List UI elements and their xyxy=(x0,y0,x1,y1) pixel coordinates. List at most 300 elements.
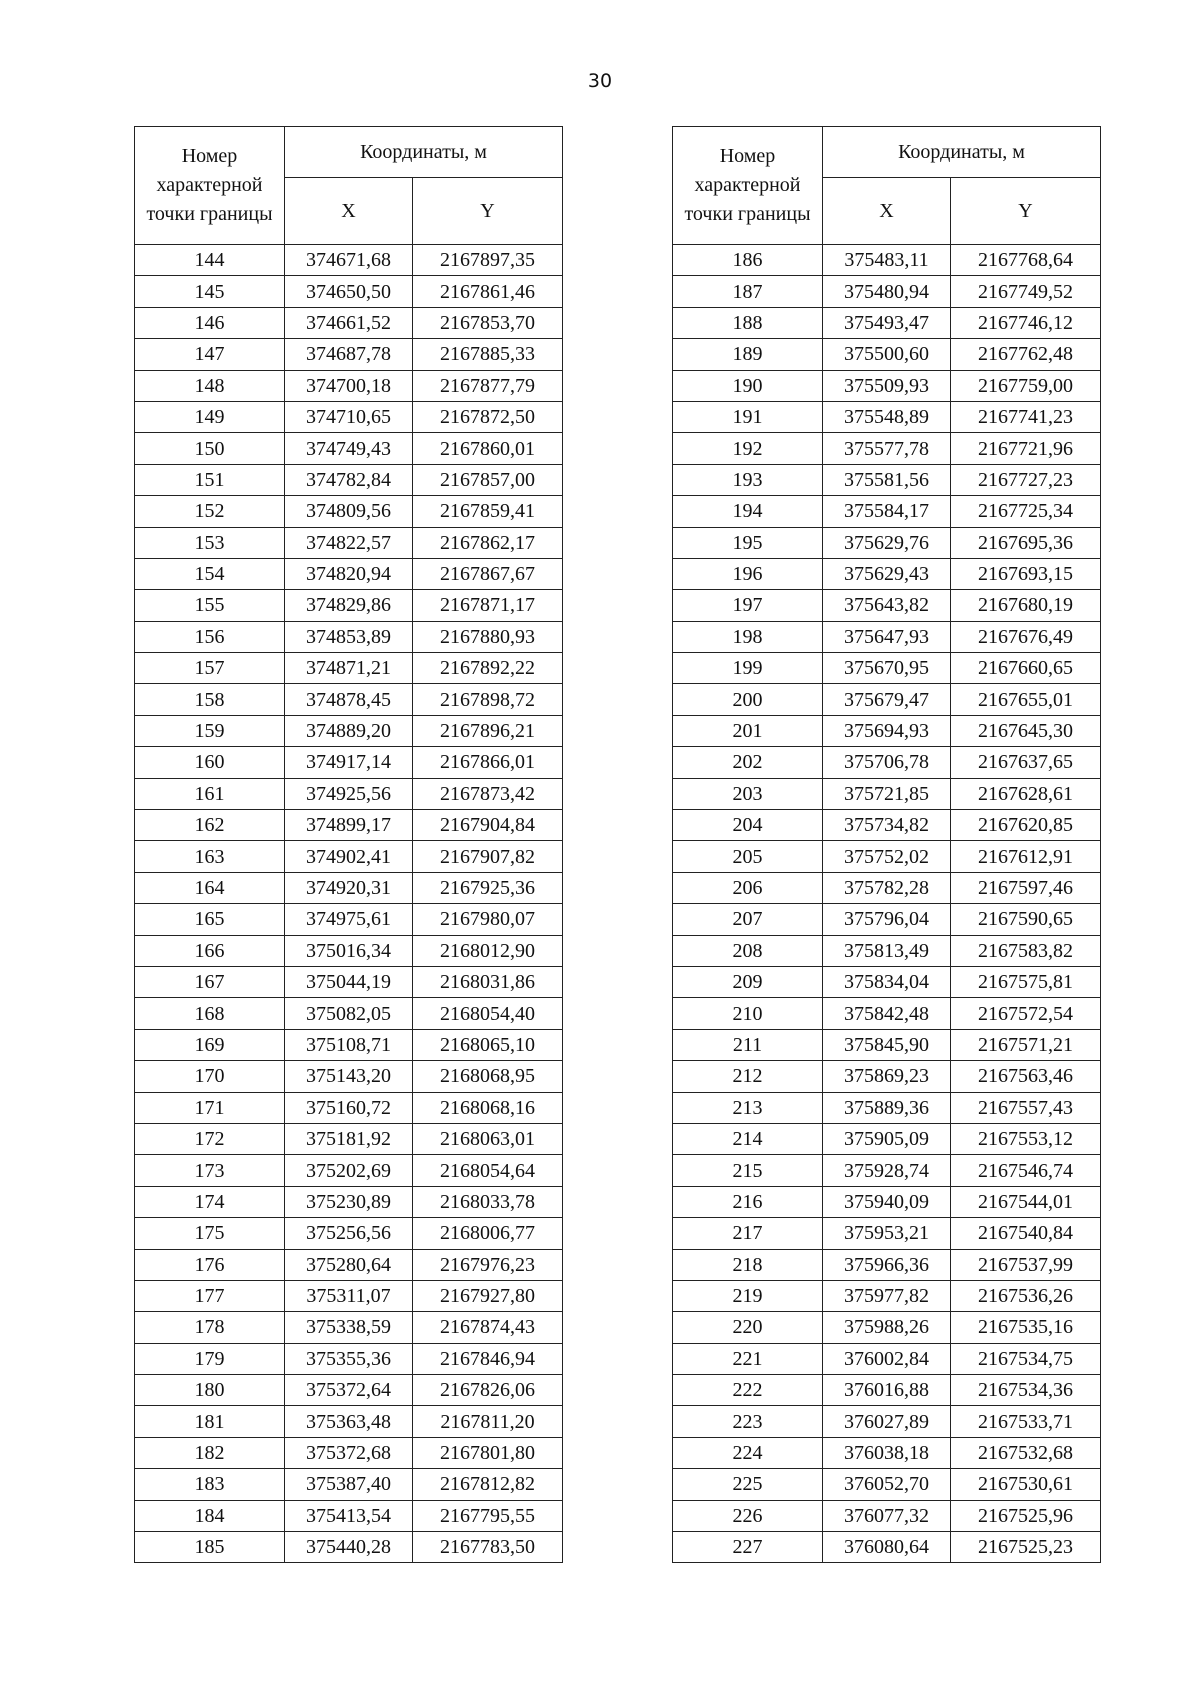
y-coordinate-cell: 2167892,22 xyxy=(413,653,563,684)
x-coordinate-cell: 374687,78 xyxy=(285,339,413,370)
point-number-cell: 222 xyxy=(673,1375,823,1406)
y-coordinate-cell: 2167783,50 xyxy=(413,1532,563,1563)
table-row xyxy=(673,998,1101,1029)
point-number-cell: 193 xyxy=(673,464,823,495)
x-coordinate-cell: 375752,02 xyxy=(823,841,951,872)
point-number-cell: 176 xyxy=(135,1249,285,1280)
y-coordinate-cell: 2167746,12 xyxy=(951,307,1101,338)
point-number-cell: 161 xyxy=(135,778,285,809)
x-coordinate-cell: 375940,09 xyxy=(823,1186,951,1217)
x-coordinate-cell: 374853,89 xyxy=(285,621,413,652)
y-coordinate-cell: 2167727,23 xyxy=(951,464,1101,495)
y-coordinate-cell: 2168054,64 xyxy=(413,1155,563,1186)
point-number-cell: 181 xyxy=(135,1406,285,1437)
x-coordinate-cell: 375977,82 xyxy=(823,1280,951,1311)
table-row xyxy=(673,810,1101,841)
x-coordinate-cell: 374782,84 xyxy=(285,464,413,495)
x-coordinate-cell: 375734,82 xyxy=(823,810,951,841)
x-coordinate-cell: 374902,41 xyxy=(285,841,413,872)
table-row xyxy=(673,370,1101,401)
point-number-cell: 192 xyxy=(673,433,823,464)
x-coordinate-cell: 376052,70 xyxy=(823,1469,951,1500)
y-coordinate-cell: 2167795,55 xyxy=(413,1500,563,1531)
x-coordinate-cell: 375647,93 xyxy=(823,621,951,652)
point-number-cell: 157 xyxy=(135,653,285,684)
x-coordinate-cell: 374661,52 xyxy=(285,307,413,338)
x-coordinate-cell: 375181,92 xyxy=(285,1123,413,1154)
right-table-body xyxy=(673,245,1101,1563)
table-row xyxy=(135,1155,563,1186)
point-number-cell: 207 xyxy=(673,904,823,935)
y-coordinate-cell: 2167620,85 xyxy=(951,810,1101,841)
coordinates-table-right xyxy=(672,126,1101,1563)
table-row xyxy=(673,1123,1101,1154)
table-row xyxy=(673,966,1101,997)
table-row xyxy=(135,1123,563,1154)
point-number-header: Номер характерной точки границы xyxy=(135,127,285,245)
point-number-cell: 195 xyxy=(673,527,823,558)
y-coordinate-cell: 2167557,43 xyxy=(951,1092,1101,1123)
point-number-cell: 152 xyxy=(135,496,285,527)
y-coordinate-cell: 2167572,54 xyxy=(951,998,1101,1029)
y-coordinate-cell: 2167571,21 xyxy=(951,1029,1101,1060)
x-coordinate-cell: 374878,45 xyxy=(285,684,413,715)
point-number-cell: 200 xyxy=(673,684,823,715)
y-coordinate-cell: 2167628,61 xyxy=(951,778,1101,809)
point-number-cell: 170 xyxy=(135,1061,285,1092)
page-number: 30 xyxy=(587,70,613,92)
x-coordinate-cell: 375842,48 xyxy=(823,998,951,1029)
x-coordinate-cell: 374820,94 xyxy=(285,558,413,589)
point-number-cell: 154 xyxy=(135,558,285,589)
point-number-cell: 166 xyxy=(135,935,285,966)
point-number-cell: 158 xyxy=(135,684,285,715)
point-number-cell: 190 xyxy=(673,370,823,401)
table-row xyxy=(673,872,1101,903)
y-coordinate-cell: 2167846,94 xyxy=(413,1343,563,1374)
x-coordinate-cell: 375280,64 xyxy=(285,1249,413,1280)
point-number-cell: 220 xyxy=(673,1312,823,1343)
table-row xyxy=(673,276,1101,307)
table-row xyxy=(135,841,563,872)
x-coordinate-cell: 374809,56 xyxy=(285,496,413,527)
y-coordinate-cell: 2167896,21 xyxy=(413,715,563,746)
point-number-cell: 209 xyxy=(673,966,823,997)
table-row xyxy=(673,1218,1101,1249)
x-coordinate-cell: 375694,93 xyxy=(823,715,951,746)
x-coordinate-cell: 374829,86 xyxy=(285,590,413,621)
point-number-cell: 151 xyxy=(135,464,285,495)
y-coordinate-cell: 2167583,82 xyxy=(951,935,1101,966)
table-row xyxy=(135,1406,563,1437)
table-row xyxy=(673,1061,1101,1092)
y-coordinate-cell: 2168033,78 xyxy=(413,1186,563,1217)
table-row xyxy=(673,904,1101,935)
y-coordinate-cell: 2167612,91 xyxy=(951,841,1101,872)
y-coordinate-cell: 2167862,17 xyxy=(413,527,563,558)
table-row xyxy=(673,1092,1101,1123)
table-row xyxy=(673,433,1101,464)
table-row xyxy=(673,1312,1101,1343)
x-coordinate-cell: 376016,88 xyxy=(823,1375,951,1406)
y-coordinate-cell: 2167859,41 xyxy=(413,496,563,527)
point-number-cell: 173 xyxy=(135,1155,285,1186)
table-row xyxy=(673,1155,1101,1186)
x-coordinate-cell: 374899,17 xyxy=(285,810,413,841)
table-row xyxy=(135,1437,563,1468)
y-coordinate-cell: 2167645,30 xyxy=(951,715,1101,746)
x-coordinate-cell: 374925,56 xyxy=(285,778,413,809)
x-coordinate-cell: 374822,57 xyxy=(285,527,413,558)
table-row xyxy=(673,935,1101,966)
point-number-cell: 216 xyxy=(673,1186,823,1217)
y-coordinate-cell: 2167885,33 xyxy=(413,339,563,370)
table-row xyxy=(673,339,1101,370)
table-row xyxy=(135,464,563,495)
point-number-cell: 178 xyxy=(135,1312,285,1343)
point-number-cell: 199 xyxy=(673,653,823,684)
y-coordinate-cell: 2167590,65 xyxy=(951,904,1101,935)
y-coordinate-cell: 2168063,01 xyxy=(413,1123,563,1154)
table-row xyxy=(135,966,563,997)
point-number-cell: 189 xyxy=(673,339,823,370)
x-coordinate-cell: 375338,59 xyxy=(285,1312,413,1343)
table-row xyxy=(135,1280,563,1311)
table-row xyxy=(135,810,563,841)
y-coordinate-cell: 2167537,99 xyxy=(951,1249,1101,1280)
y-coordinate-cell: 2167532,68 xyxy=(951,1437,1101,1468)
x-coordinate-cell: 375548,89 xyxy=(823,401,951,432)
point-number-cell: 187 xyxy=(673,276,823,307)
x-coordinate-cell: 375440,28 xyxy=(285,1532,413,1563)
table-row xyxy=(673,245,1101,276)
point-number-cell: 217 xyxy=(673,1218,823,1249)
y-coordinate-cell: 2167676,49 xyxy=(951,621,1101,652)
x-coordinate-cell: 375372,64 xyxy=(285,1375,413,1406)
table-row xyxy=(135,1186,563,1217)
y-coordinate-cell: 2167867,67 xyxy=(413,558,563,589)
point-number-cell: 186 xyxy=(673,245,823,276)
y-coordinate-cell: 2167534,36 xyxy=(951,1375,1101,1406)
table-row xyxy=(673,558,1101,589)
y-coordinate-cell: 2167540,84 xyxy=(951,1218,1101,1249)
x-coordinate-cell: 375363,48 xyxy=(285,1406,413,1437)
y-coordinate-cell: 2167871,17 xyxy=(413,590,563,621)
table-row xyxy=(673,527,1101,558)
y-coordinate-cell: 2167693,15 xyxy=(951,558,1101,589)
x-coordinate-cell: 375706,78 xyxy=(823,747,951,778)
point-number-cell: 194 xyxy=(673,496,823,527)
point-number-cell: 148 xyxy=(135,370,285,401)
table-row xyxy=(135,653,563,684)
y-coordinate-cell: 2167695,36 xyxy=(951,527,1101,558)
point-number-cell: 223 xyxy=(673,1406,823,1437)
point-number-cell: 191 xyxy=(673,401,823,432)
point-number-cell: 177 xyxy=(135,1280,285,1311)
x-coordinate-cell: 375679,47 xyxy=(823,684,951,715)
table-row xyxy=(673,1375,1101,1406)
y-coordinate-cell: 2167563,46 xyxy=(951,1061,1101,1092)
x-coordinate-cell: 375202,69 xyxy=(285,1155,413,1186)
x-coordinate-cell: 375782,28 xyxy=(823,872,951,903)
y-coordinate-cell: 2167575,81 xyxy=(951,966,1101,997)
table-row xyxy=(135,527,563,558)
left-table-body xyxy=(135,245,563,1563)
table-row xyxy=(135,684,563,715)
point-number-cell: 227 xyxy=(673,1532,823,1563)
table-row xyxy=(135,276,563,307)
table-row xyxy=(135,590,563,621)
x-coordinate-cell: 374920,31 xyxy=(285,872,413,903)
point-number-cell: 204 xyxy=(673,810,823,841)
x-coordinate-cell: 375869,23 xyxy=(823,1061,951,1092)
point-number-cell: 163 xyxy=(135,841,285,872)
x-coordinate-cell: 375372,68 xyxy=(285,1437,413,1468)
coordinates-header: Координаты, м xyxy=(285,127,563,178)
x-coordinate-cell: 375845,90 xyxy=(823,1029,951,1060)
x-coordinate-cell: 375355,36 xyxy=(285,1343,413,1374)
point-number-cell: 196 xyxy=(673,558,823,589)
table-row xyxy=(135,621,563,652)
point-number-cell: 145 xyxy=(135,276,285,307)
table-row xyxy=(135,935,563,966)
table-row xyxy=(135,339,563,370)
y-coordinate-cell: 2167826,06 xyxy=(413,1375,563,1406)
point-number-cell: 168 xyxy=(135,998,285,1029)
y-coordinate-cell: 2167546,74 xyxy=(951,1155,1101,1186)
point-number-cell: 201 xyxy=(673,715,823,746)
y-coordinate-cell: 2167749,52 xyxy=(951,276,1101,307)
point-number-cell: 179 xyxy=(135,1343,285,1374)
point-number-cell: 208 xyxy=(673,935,823,966)
point-number-cell: 197 xyxy=(673,590,823,621)
x-coordinate-cell: 374975,61 xyxy=(285,904,413,935)
table-row xyxy=(673,653,1101,684)
table-row xyxy=(673,1186,1101,1217)
x-coordinate-cell: 375928,74 xyxy=(823,1155,951,1186)
point-number-cell: 167 xyxy=(135,966,285,997)
y-coordinate-cell: 2167597,46 xyxy=(951,872,1101,903)
y-coordinate-cell: 2167861,46 xyxy=(413,276,563,307)
y-coordinate-cell: 2168054,40 xyxy=(413,998,563,1029)
table-row xyxy=(135,904,563,935)
y-coordinate-cell: 2167536,26 xyxy=(951,1280,1101,1311)
y-coordinate-cell: 2167927,80 xyxy=(413,1280,563,1311)
coordinates-header: Координаты, м xyxy=(823,127,1101,178)
y-coordinate-cell: 2167877,79 xyxy=(413,370,563,401)
table-row xyxy=(135,401,563,432)
y-coordinate-cell: 2167525,23 xyxy=(951,1532,1101,1563)
table-row xyxy=(135,715,563,746)
y-coordinate-cell: 2167873,42 xyxy=(413,778,563,809)
y-coordinate-cell: 2167904,84 xyxy=(413,810,563,841)
table-row xyxy=(673,1280,1101,1311)
table-row xyxy=(673,1500,1101,1531)
table-row xyxy=(135,1375,563,1406)
y-coordinate-cell: 2167976,23 xyxy=(413,1249,563,1280)
y-coordinate-cell: 2167725,34 xyxy=(951,496,1101,527)
x-coordinate-cell: 375413,54 xyxy=(285,1500,413,1531)
y-coordinate-cell: 2167907,82 xyxy=(413,841,563,872)
x-coordinate-cell: 374700,18 xyxy=(285,370,413,401)
table-row xyxy=(135,1249,563,1280)
x-coordinate-cell: 374889,20 xyxy=(285,715,413,746)
point-number-cell: 185 xyxy=(135,1532,285,1563)
x-coordinate-cell: 375480,94 xyxy=(823,276,951,307)
x-coordinate-cell: 375082,05 xyxy=(285,998,413,1029)
coordinates-table-left xyxy=(134,126,563,1563)
y-coordinate-cell: 2167535,16 xyxy=(951,1312,1101,1343)
x-coordinate-cell: 375629,43 xyxy=(823,558,951,589)
x-coordinate-cell: 376038,18 xyxy=(823,1437,951,1468)
x-coordinate-cell: 375160,72 xyxy=(285,1092,413,1123)
x-coordinate-cell: 376027,89 xyxy=(823,1406,951,1437)
y-coordinate-cell: 2167741,23 xyxy=(951,401,1101,432)
point-number-cell: 182 xyxy=(135,1437,285,1468)
y-coordinate-cell: 2167811,20 xyxy=(413,1406,563,1437)
point-number-cell: 218 xyxy=(673,1249,823,1280)
point-number-cell: 172 xyxy=(135,1123,285,1154)
y-coordinate-cell: 2167530,61 xyxy=(951,1469,1101,1500)
point-number-cell: 213 xyxy=(673,1092,823,1123)
point-number-cell: 175 xyxy=(135,1218,285,1249)
y-coordinate-cell: 2167897,35 xyxy=(413,245,563,276)
table-row xyxy=(135,1061,563,1092)
point-number-cell: 224 xyxy=(673,1437,823,1468)
y-header: Y xyxy=(413,178,563,245)
point-number-cell: 198 xyxy=(673,621,823,652)
x-coordinate-cell: 375643,82 xyxy=(823,590,951,621)
y-coordinate-cell: 2167857,00 xyxy=(413,464,563,495)
point-number-cell: 165 xyxy=(135,904,285,935)
x-coordinate-cell: 374671,68 xyxy=(285,245,413,276)
table-row xyxy=(673,1469,1101,1500)
table-row xyxy=(673,590,1101,621)
point-number-cell: 212 xyxy=(673,1061,823,1092)
y-coordinate-cell: 2167525,96 xyxy=(951,1500,1101,1531)
table-row xyxy=(135,1218,563,1249)
table-row xyxy=(135,558,563,589)
point-number-cell: 226 xyxy=(673,1500,823,1531)
table-row xyxy=(135,747,563,778)
x-header: X xyxy=(285,178,413,245)
x-coordinate-cell: 375834,04 xyxy=(823,966,951,997)
y-coordinate-cell: 2167655,01 xyxy=(951,684,1101,715)
point-number-cell: 159 xyxy=(135,715,285,746)
table-row xyxy=(135,1029,563,1060)
y-coordinate-cell: 2167768,64 xyxy=(951,245,1101,276)
point-number-cell: 203 xyxy=(673,778,823,809)
point-number-cell: 215 xyxy=(673,1155,823,1186)
point-number-cell: 164 xyxy=(135,872,285,903)
x-coordinate-cell: 375143,20 xyxy=(285,1061,413,1092)
x-coordinate-cell: 375905,09 xyxy=(823,1123,951,1154)
x-coordinate-cell: 375889,36 xyxy=(823,1092,951,1123)
x-coordinate-cell: 375584,17 xyxy=(823,496,951,527)
y-coordinate-cell: 2167866,01 xyxy=(413,747,563,778)
x-coordinate-cell: 375509,93 xyxy=(823,370,951,401)
table-row xyxy=(673,1406,1101,1437)
y-coordinate-cell: 2167872,50 xyxy=(413,401,563,432)
table-row xyxy=(673,401,1101,432)
y-coordinate-cell: 2167980,07 xyxy=(413,904,563,935)
y-coordinate-cell: 2167553,12 xyxy=(951,1123,1101,1154)
y-coordinate-cell: 2167853,70 xyxy=(413,307,563,338)
table-row xyxy=(673,1249,1101,1280)
x-coordinate-cell: 375483,11 xyxy=(823,245,951,276)
table-row xyxy=(135,778,563,809)
table-row xyxy=(673,715,1101,746)
point-number-cell: 149 xyxy=(135,401,285,432)
y-coordinate-cell: 2167860,01 xyxy=(413,433,563,464)
y-coordinate-cell: 2167721,96 xyxy=(951,433,1101,464)
x-coordinate-cell: 374710,65 xyxy=(285,401,413,432)
x-coordinate-cell: 375387,40 xyxy=(285,1469,413,1500)
y-coordinate-cell: 2167533,71 xyxy=(951,1406,1101,1437)
y-coordinate-cell: 2167925,36 xyxy=(413,872,563,903)
point-number-cell: 210 xyxy=(673,998,823,1029)
table-row xyxy=(673,496,1101,527)
x-coordinate-cell: 375670,95 xyxy=(823,653,951,684)
table-row xyxy=(673,464,1101,495)
table-row xyxy=(135,245,563,276)
table-row xyxy=(135,998,563,1029)
table-row xyxy=(135,370,563,401)
y-coordinate-cell: 2168068,16 xyxy=(413,1092,563,1123)
table-row xyxy=(135,496,563,527)
y-coordinate-cell: 2167762,48 xyxy=(951,339,1101,370)
x-coordinate-cell: 375311,07 xyxy=(285,1280,413,1311)
x-coordinate-cell: 375500,60 xyxy=(823,339,951,370)
x-coordinate-cell: 376077,32 xyxy=(823,1500,951,1531)
point-number-cell: 211 xyxy=(673,1029,823,1060)
x-coordinate-cell: 375230,89 xyxy=(285,1186,413,1217)
x-coordinate-cell: 375577,78 xyxy=(823,433,951,464)
x-coordinate-cell: 375988,26 xyxy=(823,1312,951,1343)
point-number-cell: 205 xyxy=(673,841,823,872)
point-number-cell: 171 xyxy=(135,1092,285,1123)
y-coordinate-cell: 2167544,01 xyxy=(951,1186,1101,1217)
x-coordinate-cell: 376080,64 xyxy=(823,1532,951,1563)
table-row xyxy=(135,433,563,464)
point-number-cell: 180 xyxy=(135,1375,285,1406)
x-coordinate-cell: 375044,19 xyxy=(285,966,413,997)
y-coordinate-cell: 2167812,82 xyxy=(413,1469,563,1500)
point-number-cell: 147 xyxy=(135,339,285,370)
y-coordinate-cell: 2167880,93 xyxy=(413,621,563,652)
table-row xyxy=(135,1312,563,1343)
point-number-cell: 156 xyxy=(135,621,285,652)
x-coordinate-cell: 374749,43 xyxy=(285,433,413,464)
x-coordinate-cell: 375813,49 xyxy=(823,935,951,966)
x-coordinate-cell: 374650,50 xyxy=(285,276,413,307)
y-coordinate-cell: 2168006,77 xyxy=(413,1218,563,1249)
table-row xyxy=(673,621,1101,652)
point-number-cell: 174 xyxy=(135,1186,285,1217)
table-row xyxy=(135,1343,563,1374)
point-number-cell: 206 xyxy=(673,872,823,903)
point-number-cell: 169 xyxy=(135,1029,285,1060)
point-number-cell: 153 xyxy=(135,527,285,558)
point-number-header: Номер характерной точки границы xyxy=(673,127,823,245)
y-header: Y xyxy=(951,178,1101,245)
y-coordinate-cell: 2167874,43 xyxy=(413,1312,563,1343)
table-row xyxy=(673,778,1101,809)
point-number-cell: 214 xyxy=(673,1123,823,1154)
y-coordinate-cell: 2168012,90 xyxy=(413,935,563,966)
table-row xyxy=(135,1469,563,1500)
table-row xyxy=(673,1029,1101,1060)
